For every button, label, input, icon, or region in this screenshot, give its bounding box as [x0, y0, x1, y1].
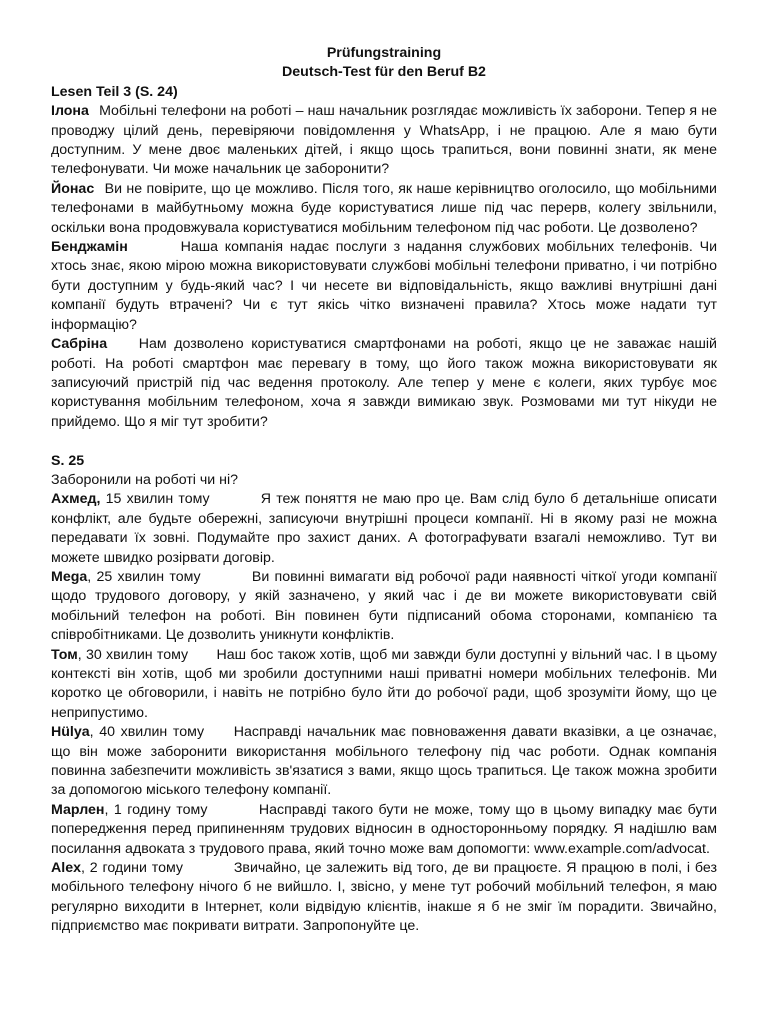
comment-time: , 1 годину тому — [104, 801, 208, 818]
comment-mega — [51, 568, 717, 646]
post-text: Мобільні телефони на роботі – наш начальник розглядає можливість їх заборони. Тепер я не проводжу цілий день, перевіряючи повідомлення у WhatsApp, і не працюю. Але я маю бути доступним. У мене двоє маленьких дітей, і якщо щось трапиться, вони повинні знати, як мене телефонувати. Чи може начальник це заборонити? — [51, 103, 717, 178]
post-jonas — [51, 180, 717, 238]
title-line-1: Prüfungstraining — [326, 45, 442, 61]
comment-marlen — [51, 801, 717, 859]
post-author: Ілона — [51, 103, 89, 120]
comment-author: Alex — [51, 860, 81, 877]
comment-hulya — [51, 723, 717, 801]
comment-time: , 40 хвилин тому — [89, 724, 205, 741]
post-author: Сабріна — [51, 336, 108, 353]
post-ilona — [51, 102, 717, 180]
post-text: Наша компанія надає послуги з надання службових мобільних телефонів. Чи хтось знає, якою мірою можна використовувати службові мобільні телефони приватно, і чи потрібно бути доступним у будь-який час? І чи несете ви відповідальність, якщо важливі внутрішні дані компанії будуть втрачені? Чи є тут якісь чітко визначені правила? Хтось може надати тут інформацію? — [51, 239, 717, 333]
lesen-heading: Lesen Teil 3 (S. 24) — [51, 83, 178, 100]
comment-text: Наш бос також хотів, щоб ми завжди були доступні у вільний час. І в цьому контексті він хотів, щоб ми зробили доступними наші приватні номери мобільних телефонів. Ми коротко це обговорили, і навіть не потрібно було йти до робочої ради, щоб зрозуміти йому, що це неприпустимо. — [51, 646, 717, 721]
s25-subtitle: Заборонили на роботі чи ні? — [51, 471, 239, 488]
post-sabrina — [51, 335, 717, 432]
comment-author: Ахмед, — [51, 491, 101, 508]
comment-author: Hülya — [51, 724, 90, 741]
comment-tom — [51, 646, 717, 724]
comment-alex — [51, 859, 717, 937]
comment-author: Марлен — [51, 801, 105, 818]
comment-text: Насправді такого бути не може, тому що в цьому випадку має бути попередження перед припиненням трудових відносин в односторонньому порядку. Я надішлю вам посилання адвоката з трудового права, який точно може вам допомогти: www.example.com/advocat. — [51, 801, 717, 857]
comment-author: Mega — [51, 568, 88, 585]
comment-time: , 2 години тому — [80, 860, 183, 877]
post-author: Йонас — [51, 180, 95, 197]
comment-author: Том — [51, 646, 78, 663]
comment-time: , 30 хвилин тому — [77, 646, 189, 663]
post-text: Нам дозволено користуватися смартфонами на роботі, якщо це не заважає нашій роботі. На роботі смартфон має перевагу в тому, що його також можна використовувати як записуючий пристрій під час ведення протоколу. Але тепер у мене є колеги, яких турбує моє користування мобільним телефоном, хоча я завжди вимикаю звук. Розмовами ми тут нікуди не прийдемо. Що я міг тут зробити? — [51, 336, 717, 430]
comment-text: Ви повинні вимагати від робочої ради наявності чіткої угоди компанії щодо трудового договору, у якій зазначено, у який час і де ви можете використовувати свій мобільний телефон на роботі. Він повинен бути підписаний обома сторонами, компанією та співробітниками. Це дозволить уникнути конфліктів. — [51, 568, 717, 644]
title-line-2: Deutsch-Test für den Beruf B2 — [282, 64, 486, 81]
comment-time: , 25 хвилин тому — [87, 568, 201, 585]
comment-time: 15 хвилин тому — [105, 491, 210, 508]
comment-akhmed — [51, 490, 717, 568]
comment-text: Насправді начальник має повноваження давати вказівки, а це означає, що він може заборонити використання мобільного телефону під час роботи. Однак компанія повинна забезпечити можливість зв'язатися з вами, якщо щось трапиться. Це також можна зробити за допомогою міського телефону компанії. — [51, 724, 717, 799]
comment-text: Звичайно, це залежить від того, де ви працюєте. Я працюю в полі, і без мобільного телефону нічого б не вийшло. І, звісно, у мене тут робочий мобільний телефон, я маю регулярно виходити в Інтернет, коли відвідую клієнтів, інакше я б не зміг їм порадити. Звичайно, підприємство має покривати витрати. Запропонуйте це. — [51, 860, 717, 935]
post-benjamin — [51, 238, 717, 335]
post-author: Бенджамін — [51, 239, 128, 256]
s25-heading: S. 25 — [51, 452, 85, 469]
comment-text: Я теж поняття не маю про це. Вам слід було б детальніше описати конфлікт, але будьте обережні, записуючи внутрішні процеси компанії. Ні в якому разі не можна передавати їх зовні. Подумайте про захист даних. А фотографувати взагалі неможливо. Тут ви можете швидко розірвати договір. — [51, 491, 717, 566]
post-text: Ви не повірите, що це можливо. Після того, як наше керівництво оголосило, що мобільними телефонами в майбутньому можна буде користуватися лише під час перерв, колегу звільнили, оскільки вона продовжувала користуватися мобільним телефоном під час роботи. Це дозволено? — [51, 180, 717, 236]
